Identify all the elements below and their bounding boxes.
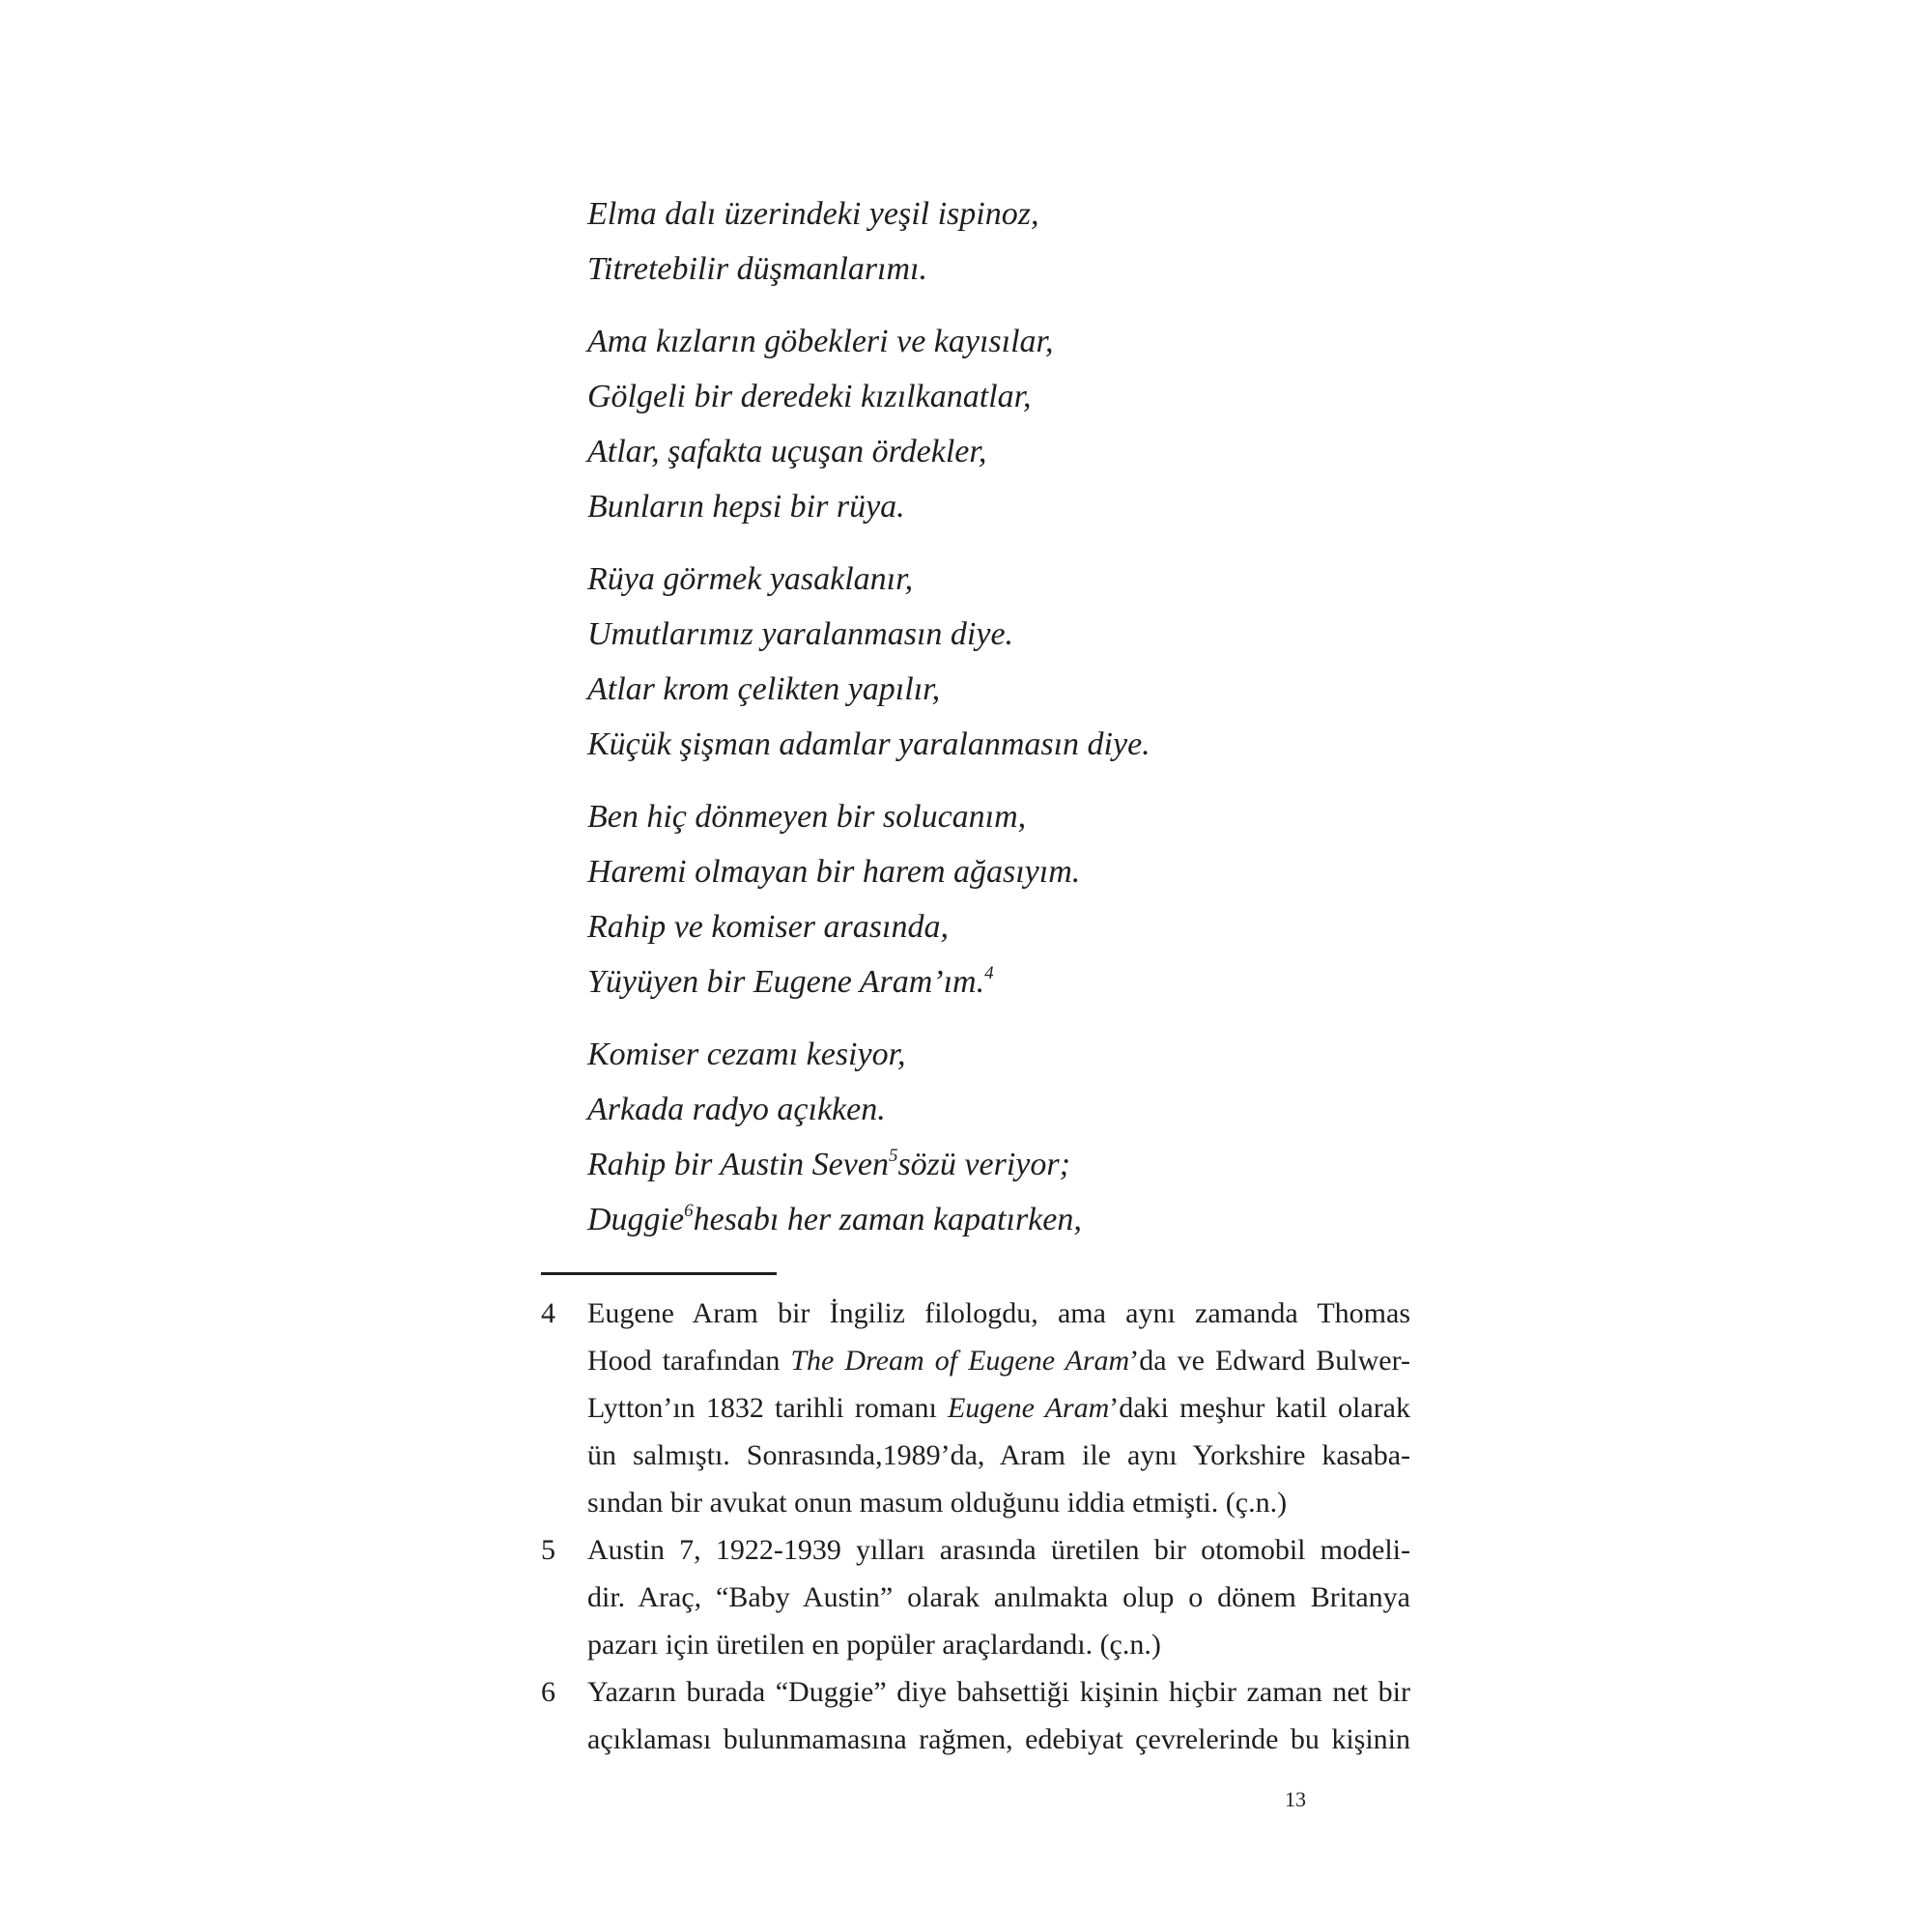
footnote-line: sından bir avukat onun masum olduğunu iddia etmişti. (ç.n.) [587, 1487, 1288, 1519]
poem-line-text: hesabı her zaman kapatırken, [693, 1202, 1082, 1237]
footnote-number: 4 [541, 1297, 555, 1329]
poem-line: Rüya görmek yasaklanır, [587, 561, 914, 597]
poem-line: Komiser cezamı kesiyor, [587, 1037, 906, 1072]
footnote-ref-5[interactable]: 5 [888, 1145, 898, 1166]
poem-line: Bunların hepsi bir rüya. [587, 489, 905, 525]
poem-line-eugene [587, 954, 1457, 1009]
poem-line-duggie [587, 1192, 1457, 1247]
footnote-text: Lytton’ın 1832 tarihli romanı [587, 1392, 948, 1424]
page-number: 13 [1285, 1787, 1306, 1811]
book-title: Eugene Aram [947, 1392, 1110, 1424]
poem-line-austin [587, 1137, 1457, 1192]
footnote-line: pazarı için üretilen en popüler araçlardandı. (ç.n.) [587, 1629, 1161, 1661]
poem-line-text: sözü veriyor; [897, 1147, 1070, 1182]
footnote-text: ’daki meşhur katil olarak [1109, 1392, 1410, 1424]
poem-line: Gölgeli bir deredeki kızılkanatlar, [587, 379, 1032, 414]
poem-line: Elma dalı üzerindeki yeşil ispinoz, [587, 196, 1039, 232]
poem-line-text: Yüyüyen bir Eugene Aram’ım. [587, 964, 985, 1000]
footnote-line [587, 1337, 1410, 1384]
stanza-2 [587, 314, 1457, 534]
poem-line: Umutlarımız yaralanmasın diye. [587, 616, 1014, 652]
poem-line: Arkada radyo açıkken. [587, 1092, 886, 1127]
footnote-number: 6 [541, 1676, 555, 1708]
footnote-line: Austin 7, 1922-1939 yılları arasında üretilen bir otomobil modeli- [587, 1534, 1410, 1566]
footnote-text: Hood tarafından [587, 1345, 791, 1377]
poem-line: Atlar krom çelikten yapılır, [587, 671, 941, 707]
poem-line-text: Rahip bir Austin Seven [587, 1147, 889, 1182]
poem [587, 186, 1457, 1264]
footnote-divider [541, 1272, 777, 1275]
stanza-1 [587, 186, 1457, 297]
stanza-5 [587, 1027, 1457, 1247]
poem-line: Ben hiç dönmeyen bir solucanım, [587, 799, 1027, 835]
footnote-line: dir. Araç, “Baby Austin” olarak anılmakta olup o dönem Britanya [587, 1581, 1410, 1613]
footnote-number: 5 [541, 1534, 555, 1566]
footnote-5 [541, 1526, 1410, 1668]
footnote-text: ’da ve Edward Bulwer- [1129, 1345, 1411, 1377]
footnote-line [587, 1384, 1410, 1432]
footnote-line: Eugene Aram bir İngiliz filologdu, ama aynı zamanda Thomas [587, 1297, 1410, 1329]
footnote-ref-4[interactable]: 4 [984, 962, 994, 983]
footnote-6 [541, 1668, 1410, 1763]
footnotes [541, 1290, 1410, 1763]
footnote-line: Yazarın burada “Duggie” diye bahsettiği kişinin hiçbir zaman net bir [587, 1676, 1410, 1708]
poem-line: Haremi olmayan bir harem ağasıyım. [587, 854, 1081, 890]
book-title: The Dream of Eugene Aram [790, 1345, 1130, 1377]
footnote-4 [541, 1290, 1410, 1526]
poem-line: Atlar, şafakta uçuşan ördekler, [587, 434, 987, 469]
poem-line: Ama kızların göbekleri ve kayısılar, [587, 324, 1054, 359]
poem-line: Küçük şişman adamlar yaralanmasın diye. [587, 726, 1151, 762]
poem-line: Rahip ve komiser arasında, [587, 909, 949, 945]
poem-line-text: Duggie [587, 1202, 685, 1237]
stanza-4 [587, 789, 1457, 1009]
stanza-3 [587, 552, 1457, 772]
poem-line: Titretebilir düşmanlarımı. [587, 251, 928, 287]
footnote-line: ün salmıştı. Sonrasında,1989’da, Aram ile aynı Yorkshire kasaba- [587, 1439, 1410, 1471]
footnote-ref-6[interactable]: 6 [684, 1200, 694, 1221]
footnote-line: açıklaması bulunmamasına rağmen, edebiyat çevrelerinde bu kişinin [587, 1723, 1410, 1755]
